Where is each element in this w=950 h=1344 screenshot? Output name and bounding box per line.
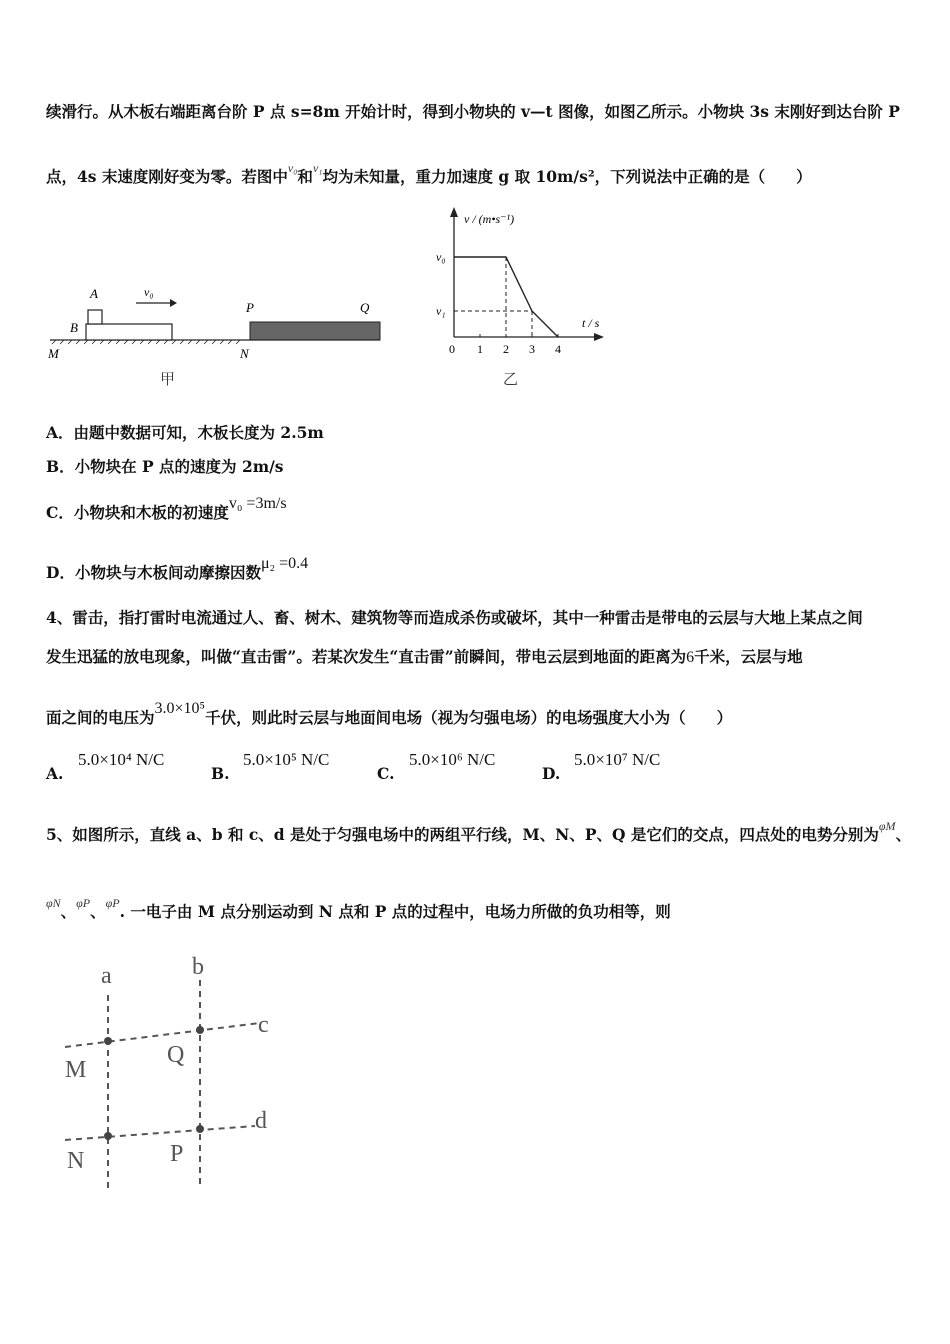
- x-tick-3: 3: [529, 342, 535, 356]
- label-Q: Q: [167, 1042, 185, 1068]
- phi-P: φP: [76, 896, 91, 910]
- label-P: P: [246, 300, 254, 315]
- v1-symbol: v₁: [312, 161, 323, 175]
- y-tick-v0: v₀: [436, 250, 446, 264]
- figure-yi: [430, 205, 610, 360]
- label-d: d: [255, 1108, 267, 1134]
- q4-line2: 发生迅猛的放电现象，叫做“直击雷”。若某次发生“直击雷”前瞬间，带电云层到地面的距离为6千米，云层与地: [46, 647, 803, 666]
- label-P: P: [170, 1141, 184, 1167]
- label-Q: Q: [360, 300, 370, 315]
- q3-option-d: D．小物块与木板间动摩擦因数μ₂ =0.4: [46, 555, 309, 582]
- point-Q: [196, 1026, 204, 1034]
- q3-option-b: B．小物块在 P 点的速度为 2m/s: [46, 457, 284, 476]
- label-B: B: [70, 320, 78, 335]
- v0-symbol: v₀: [287, 161, 298, 175]
- label-a: a: [101, 963, 112, 989]
- point-P: [196, 1125, 204, 1133]
- y-axis-label: v / (m•s⁻¹): [464, 212, 515, 226]
- label-b: b: [192, 954, 204, 980]
- q3-option-d-math: μ₂ =0.4: [260, 555, 309, 572]
- caption-jia: 甲: [160, 370, 176, 388]
- label-N: N: [67, 1148, 85, 1174]
- label-M: M: [65, 1057, 87, 1083]
- point-N: [104, 1132, 112, 1140]
- label-A: A: [90, 286, 98, 301]
- y-tick-v1: v₁: [436, 304, 446, 318]
- x-tick-4: 4: [555, 342, 561, 356]
- x-axis-label: t / s: [582, 316, 600, 330]
- phi-Q: φP: [105, 896, 120, 910]
- q3-option-a: A．由题中数据可知，木板长度为 2.5m: [46, 423, 324, 442]
- q3-stem-line2: 点，4s 末速度刚好变为零。若图中$^{v_0}$和$^{v_1}$均为未知量，重力加速度 g 取 10m/s²，下列说法中正确的是（ ）: [46, 161, 812, 186]
- q4-options: A. 5.0×10⁴ N/C B. 5.0×10⁵ N/C C. 5.0×10⁶ N/C D. 5.0×10⁷ N/C: [46, 750, 661, 783]
- q5-line1: 5、如图所示，直线 a、b 和 c、d 是处于匀强电场中的两组平行线，M、N、P、Q 是它们的交点，四点处的电势分别为$^{\varphi M}$、: [46, 819, 912, 844]
- q4-voltage-math: 3.0×10⁵: [154, 700, 206, 717]
- x-tick-1: 1: [477, 342, 483, 356]
- label-M: M: [48, 346, 59, 360]
- label-v0: v₀: [144, 285, 154, 299]
- figure-jia: [46, 280, 386, 360]
- caption-yi: 乙: [503, 370, 519, 388]
- phi-N: φN: [46, 896, 61, 910]
- x-tick-2: 2: [503, 342, 509, 356]
- q3-option-c: C．小物块和木板的初速度v₀ =3m/s: [46, 495, 287, 522]
- label-N: N: [240, 346, 249, 360]
- q3-stem-line1: 续滑行。从木板右端距离台阶 P 点 s=8m 开始计时，得到小物块的 v—t 图像，如图乙所示。小物块 3s 末刚好到达台阶 P: [46, 102, 900, 121]
- q5-line2: $^{\varphi N}$、$^{\varphi P}$、$^{\varphi P}$. 一电子由 M 点分别运动到 N 点和 P 点的过程中，电场力所做的负功相等，则: [46, 896, 671, 921]
- q4-line3: 面之间的电压为3.0×10⁵千伏，则此时云层与地面间电场（视为匀强电场）的电场强度大小为（ ）: [46, 700, 733, 727]
- figure-q5: [55, 950, 285, 1195]
- point-M: [104, 1037, 112, 1045]
- q3-option-c-math: v₀ =3m/s: [228, 495, 287, 512]
- label-c: c: [258, 1012, 269, 1038]
- q4-line1: 4、雷击，指打雷时电流通过人、畜、树木、建筑物等而造成杀伤或破坏，其中一种雷击是带电的云层与大地上某点之间: [46, 608, 863, 627]
- line-d: [65, 1126, 255, 1140]
- x-tick-0: 0: [449, 342, 455, 356]
- line-c: [65, 1023, 260, 1047]
- phi-M: φM: [878, 819, 896, 833]
- vt-graph-line: [454, 257, 558, 337]
